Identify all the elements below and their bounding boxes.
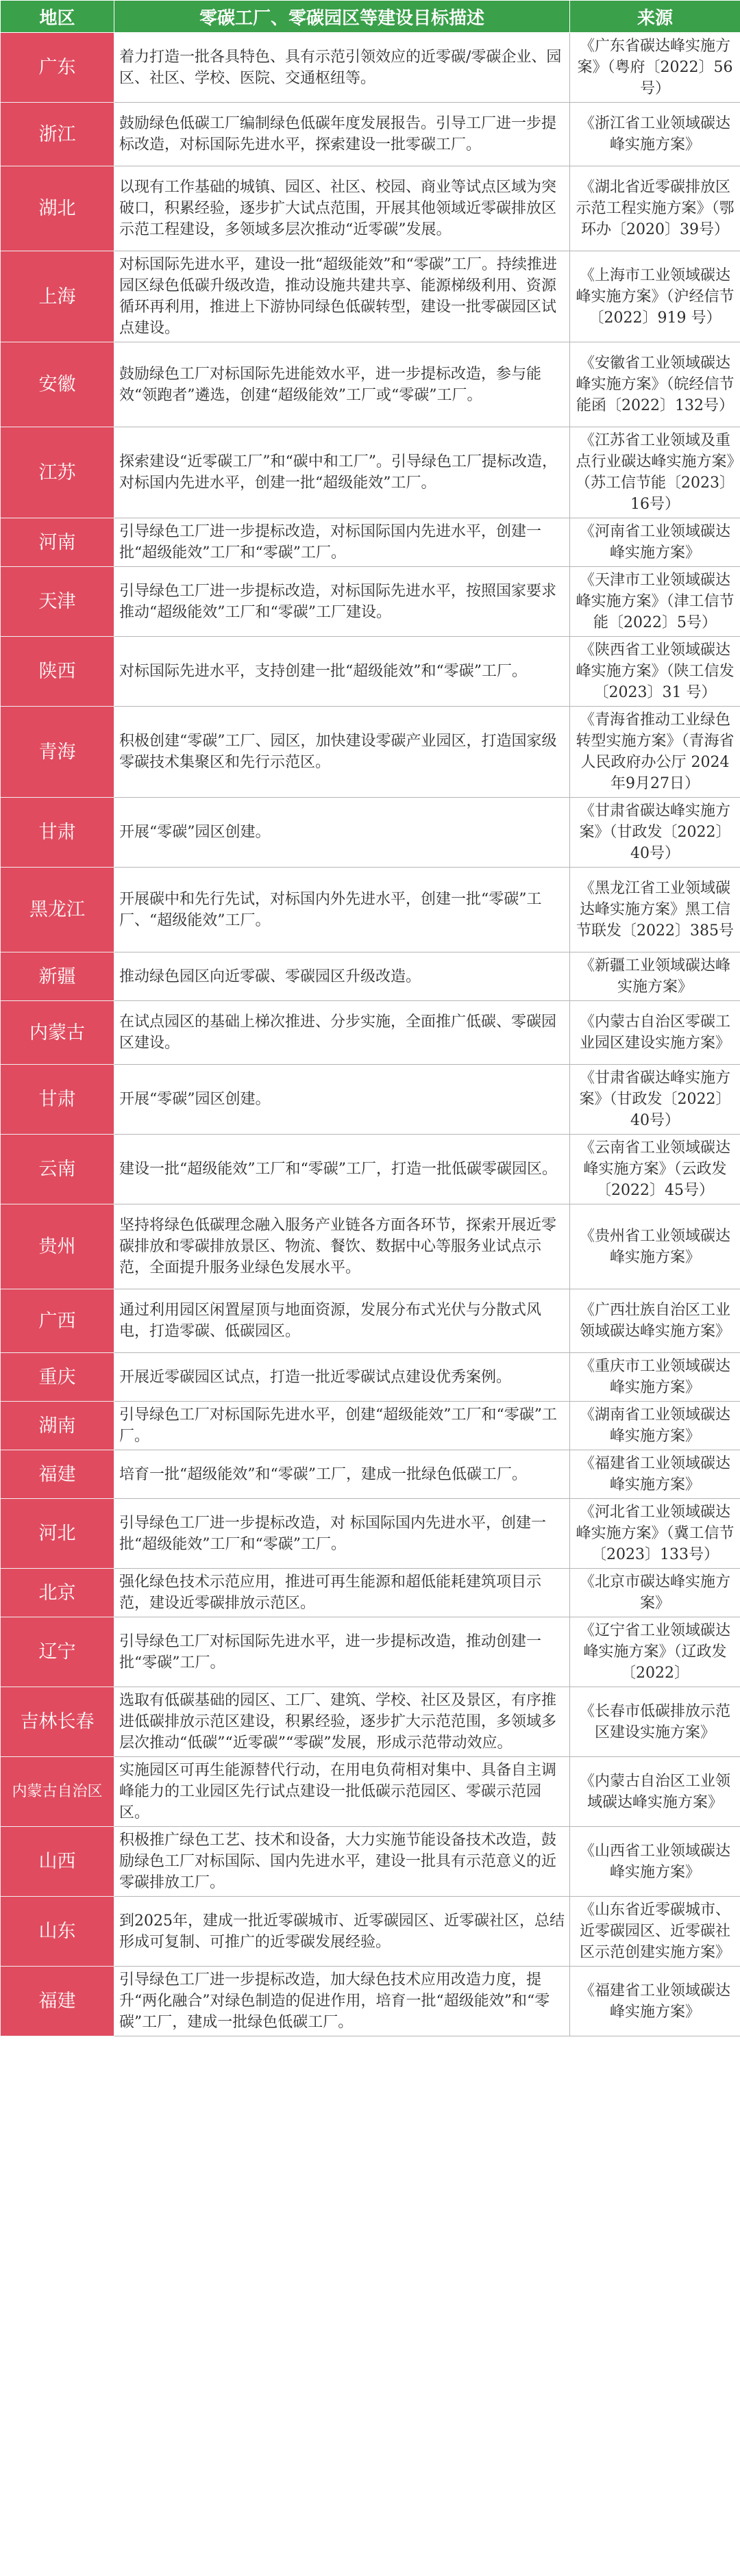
region-cell: 广西: [1, 1289, 114, 1353]
table-row: [1, 518, 740, 567]
source-cell: 《福建省工业领域碳达峰实施方案》: [570, 1450, 740, 1499]
region-cell: 河北: [1, 1499, 114, 1569]
source-cell: 《上海市工业领域碳达峰实施方案》（沪经信节〔2022〕919 号）: [570, 251, 740, 342]
description-cell: 建设一批“超级能效”工厂和“零碳”工厂，打造一批低碳零碳园区。: [114, 1135, 570, 1204]
region-cell: 福建: [1, 1450, 114, 1499]
description-cell: 到2025年，建成一批近零碳城市、近零碳园区、近零碳社区，总结形成可复制、可推广的近零碳发展经验。: [114, 1897, 570, 1967]
source-cell: 《山东省近零碳城市、近零碳园区、近零碳社区示范创建实施方案》: [570, 1897, 740, 1967]
table-row: [1, 798, 740, 868]
region-cell: 山西: [1, 1827, 114, 1897]
description-cell: 以现有工作基础的城镇、园区、社区、校园、商业等试点区域为突破口，积累经验，逐步扩大试点范围，开展其他领域近零碳排放区示范工程建设，多领域多层次推动“近零碳”发展。: [114, 166, 570, 251]
region-cell: 北京: [1, 1569, 114, 1617]
source-cell: 《甘肃省碳达峰实施方案》（甘政发〔2022〕40号）: [570, 798, 740, 868]
region-cell: 陕西: [1, 637, 114, 707]
table-row: [1, 166, 740, 251]
table-row: [1, 1065, 740, 1135]
description-cell: 积极推广绿色工艺、技术和设备，大力实施节能设备技术改造，鼓励绿色工厂对标国际、国内先进水平，建设一批具有示范意义的近零碳排放工厂。: [114, 1827, 570, 1897]
source-cell: 《辽宁省工业领域碳达峰实施方案》（辽政发〔2022〕: [570, 1617, 740, 1687]
region-cell: 黑龙江: [1, 868, 114, 952]
table-row: [1, 1402, 740, 1450]
source-cell: 《贵州省工业领域碳达峰实施方案》: [570, 1204, 740, 1289]
description-cell: 引导绿色工厂进一步提标改造，对标国际先进水平，按照国家要求推动“超级能效”工厂和“零碳”工厂建设。: [114, 567, 570, 637]
table-row: [1, 1757, 740, 1827]
table-row: [1, 567, 740, 637]
region-cell: 天津: [1, 567, 114, 637]
source-cell: 《长春市低碳排放示范区建设实施方案》: [570, 1687, 740, 1757]
description-cell: 开展“零碳”园区创建。: [114, 1065, 570, 1135]
table-row: [1, 251, 740, 342]
description-cell: 坚持将绿色低碳理念融入服务产业链各方面各环节，探索开展近零碳排放和零碳排放景区、物流、餐饮、数据中心等服务业试点示范，全面提升服务业绿色发展水平。: [114, 1204, 570, 1289]
source-cell: 《内蒙古自治区工业领域碳达峰实施方案》: [570, 1757, 740, 1827]
region-cell: 青海: [1, 707, 114, 798]
region-cell: 广东: [1, 33, 114, 103]
table-body: [1, 33, 740, 2036]
source-cell: 《江苏省工业领域及重点行业碳达峰实施方案》（苏工信节能〔2023〕16号）: [570, 427, 740, 518]
region-cell: 江苏: [1, 427, 114, 518]
table-row: [1, 1967, 740, 2036]
region-cell: 内蒙古自治区: [1, 1757, 114, 1827]
region-cell: 甘肃: [1, 798, 114, 868]
table-row: [1, 1135, 740, 1204]
source-cell: 《重庆市工业领域碳达峰实施方案》: [570, 1353, 740, 1402]
description-cell: 引导绿色工厂对标国际先进水平，进一步提标改造，推动创建一批“零碳”工厂。: [114, 1617, 570, 1687]
region-cell: 河南: [1, 518, 114, 567]
source-cell: 《河北省工业领域碳达峰实施方案》（冀工信节〔2023〕133号）: [570, 1499, 740, 1569]
description-cell: 推动绿色园区向近零碳、零碳园区升级改造。: [114, 952, 570, 1001]
source-cell: 《甘肃省碳达峰实施方案》（甘政发〔2022〕40号）: [570, 1065, 740, 1135]
table-row: [1, 868, 740, 952]
table-row: [1, 1204, 740, 1289]
description-cell: 对标国际先进水平，建设一批“超级能效”和“零碳”工厂。持续推进园区绿色低碳升级改造，推动设施共建共享、能源梯级利用、资源循环再利用，推进上下游协同绿色低碳转型，建设一批零碳园区试点建设。: [114, 251, 570, 342]
region-cell: 安徽: [1, 342, 114, 427]
description-cell: 实施园区可再生能源替代行动，在用电负荷相对集中、具备自主调峰能力的工业园区先行试点建设一批低碳示范园区、零碳示范园区。: [114, 1757, 570, 1827]
source-cell: 《浙江省工业领域碳达峰实施方案》: [570, 103, 740, 166]
source-cell: 《天津市工业领域碳达峰实施方案》（津工信节能〔2022〕5号）: [570, 567, 740, 637]
table-row: [1, 707, 740, 798]
table-row: [1, 1687, 740, 1757]
region-cell: 云南: [1, 1135, 114, 1204]
description-cell: 在试点园区的基础上梯次推进、分步实施，全面推广低碳、零碳园区建设。: [114, 1001, 570, 1065]
description-cell: 选取有低碳基础的园区、工厂、建筑、学校、社区及景区，有序推进低碳排放示范区建设，积累经验，逐步扩大示范范围，多领域多层次推动“低碳”“近零碳”“零碳”发展，形成示范带动效应。: [114, 1687, 570, 1757]
region-cell: 辽宁: [1, 1617, 114, 1687]
table-header: [1, 1, 740, 33]
description-cell: 鼓励绿色工厂对标国际先进能效水平，进一步提标改造，参与能效“领跑者”遴选，创建“超级能效”工厂或“零碳”工厂。: [114, 342, 570, 427]
table-row: [1, 427, 740, 518]
description-cell: 着力打造一批各具特色、具有示范引领效应的近零碳/零碳企业、园区、社区、学校、医院、交通枢纽等。: [114, 33, 570, 103]
source-cell: 《新疆工业领域碳达峰实施方案》: [570, 952, 740, 1001]
region-cell: 浙江: [1, 103, 114, 166]
description-cell: 积极创建“零碳”工厂、园区，加快建设零碳产业园区，打造国家级零碳技术集聚区和先行示范区。: [114, 707, 570, 798]
description-cell: 引导绿色工厂进一步提标改造，加大绿色技术应用改造力度，提升“两化融合”对绿色制造的促进作用，培育一批“超级能效”和“零碳”工厂，建成一批绿色低碳工厂。: [114, 1967, 570, 2036]
region-cell: 吉林长春: [1, 1687, 114, 1757]
region-cell: 贵州: [1, 1204, 114, 1289]
table-row: [1, 1289, 740, 1353]
description-cell: 培育一批“超级能效”和“零碳”工厂，建成一批绿色低碳工厂。: [114, 1450, 570, 1499]
region-cell: 重庆: [1, 1353, 114, 1402]
description-cell: 开展“零碳”园区创建。: [114, 798, 570, 868]
region-cell: 新疆: [1, 952, 114, 1001]
table-row: [1, 342, 740, 427]
table-row: [1, 637, 740, 707]
region-cell: 湖南: [1, 1402, 114, 1450]
source-cell: 《陕西省工业领域碳达峰实施方案》（陕工信发〔2023〕31 号）: [570, 637, 740, 707]
source-cell: 《湖北省近零碳排放区示范工程实施方案》（鄂环办〔2020〕39号）: [570, 166, 740, 251]
header-region: 地区: [1, 1, 114, 33]
source-cell: 《广东省碳达峰实施方案》（粤府〔2022〕56号）: [570, 33, 740, 103]
description-cell: 引导绿色工厂进一步提标改造，对标国际国内先进水平，创建一批“超级能效”工厂和“零碳”工厂。: [114, 518, 570, 567]
source-cell: 《黑龙江省工业领域碳达峰实施方案》黑工信节联发〔2022〕385号: [570, 868, 740, 952]
region-cell: 甘肃: [1, 1065, 114, 1135]
source-cell: 《湖南省工业领域碳达峰实施方案》: [570, 1402, 740, 1450]
description-cell: 开展碳中和先行先试，对标国内外先进水平，创建一批“零碳”工厂、“超级能效”工厂。: [114, 868, 570, 952]
description-cell: 对标国际先进水平，支持创建一批“超级能效”和“零碳”工厂。: [114, 637, 570, 707]
header-row: [1, 1, 740, 33]
source-cell: 《云南省工业领域碳达峰实施方案》（云政发〔2022〕45号）: [570, 1135, 740, 1204]
table-row: [1, 1499, 740, 1569]
description-cell: 引导绿色工厂进一步提标改造，对 标国际国内先进水平，创建一批“超级能效”工厂和“零碳”工厂。: [114, 1499, 570, 1569]
description-cell: 开展近零碳园区试点，打造一批近零碳试点建设优秀案例。: [114, 1353, 570, 1402]
source-cell: 《山西省工业领域碳达峰实施方案》: [570, 1827, 740, 1897]
description-cell: 强化绿色技术示范应用，推进可再生能源和超低能耗建筑项目示范，建设近零碳排放示范区。: [114, 1569, 570, 1617]
source-cell: 《青海省推动工业绿色转型实施方案》（青海省人民政府办公厅 2024年9月27日）: [570, 707, 740, 798]
source-cell: 《安徽省工业领域碳达峰实施方案》（皖经信节能函〔2022〕132号）: [570, 342, 740, 427]
region-cell: 上海: [1, 251, 114, 342]
source-cell: 《广西壮族自治区工业领域碳达峰实施方案》: [570, 1289, 740, 1353]
table-row: [1, 103, 740, 166]
table-row: [1, 1001, 740, 1065]
table-row: [1, 1450, 740, 1499]
description-cell: 探索建设“近零碳工厂”和“碳中和工厂”。引导绿色工厂提标改造，对标国内先进水平，创建一批“超级能效”工厂。: [114, 427, 570, 518]
header-description: 零碳工厂、零碳园区等建设目标描述: [114, 1, 570, 33]
table-row: [1, 1569, 740, 1617]
description-cell: 通过利用园区闲置屋顶与地面资源，发展分布式光伏与分散式风电，打造零碳、低碳园区。: [114, 1289, 570, 1353]
table-row: [1, 1827, 740, 1897]
header-source: 来源: [570, 1, 740, 33]
region-cell: 湖北: [1, 166, 114, 251]
region-cell: 福建: [1, 1967, 114, 2036]
description-cell: 引导绿色工厂对标国际先进水平，创建“超级能效”工厂和“零碳”工厂。: [114, 1402, 570, 1450]
source-cell: 《北京市碳达峰实施方案》: [570, 1569, 740, 1617]
source-cell: 《内蒙古自治区零碳工业园区建设实施方案》: [570, 1001, 740, 1065]
table-row: [1, 1353, 740, 1402]
source-cell: 《福建省工业领域碳达峰实施方案》: [570, 1967, 740, 2036]
table-row: [1, 1617, 740, 1687]
table-row: [1, 952, 740, 1001]
description-cell: 鼓励绿色低碳工厂编制绿色低碳年度发展报告。引导工厂进一步提标改造，对标国际先进水平，探索建设一批零碳工厂。: [114, 103, 570, 166]
source-cell: 《河南省工业领域碳达峰实施方案》: [570, 518, 740, 567]
region-cell: 内蒙古: [1, 1001, 114, 1065]
table-row: [1, 33, 740, 103]
region-cell: 山东: [1, 1897, 114, 1967]
table-row: [1, 1897, 740, 1967]
